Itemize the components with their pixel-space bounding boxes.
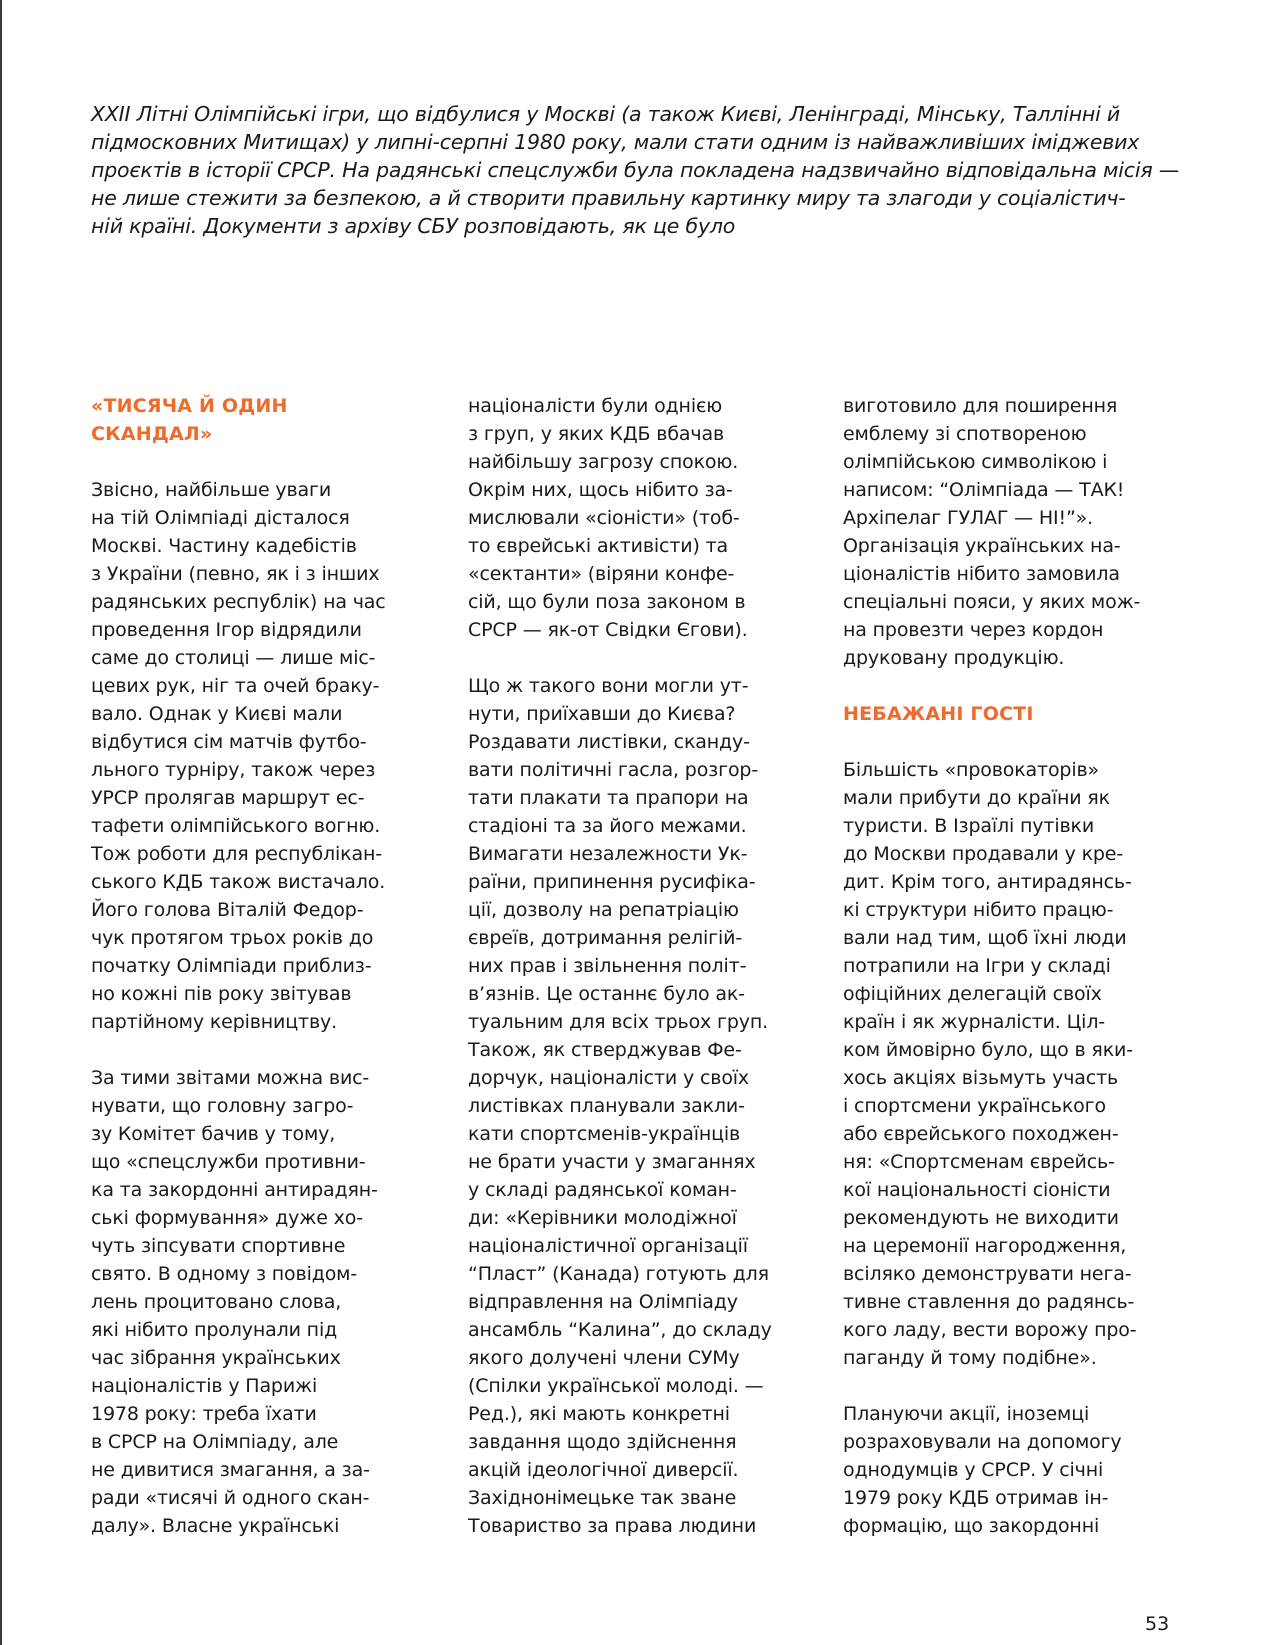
body-text-line: ради «тисячі й одного скан- (91, 1487, 370, 1509)
body-text-line: найбільшу загрозу спокою. (468, 451, 739, 473)
body-text-line: 1979 року КДБ отримав ін- (843, 1487, 1109, 1509)
body-text-line: стадіоні та за його межами. (468, 815, 747, 837)
body-text-line: з груп, у яких КДБ вбачав (468, 423, 725, 445)
body-text-line: розраховували на допомогу (843, 1431, 1122, 1453)
body-text-line: Що ж такого вони могли ут- (468, 675, 749, 697)
body-text-line: лень процитовано слова, (91, 1291, 342, 1313)
section-heading: НЕБАЖАНІ ГОСТІ (843, 703, 1034, 725)
lead-paragraph (91, 100, 1191, 240)
section-heading: «ТИСЯЧА Й ОДИН (91, 395, 288, 417)
body-text-line: 1978 року: треба їхати (91, 1403, 317, 1425)
body-text-line: За тими звітами можна вис- (91, 1067, 370, 1089)
body-text-line: но кожні пів року звітував (91, 983, 352, 1005)
body-text-line: зу Комітет бачив у тому, (91, 1123, 336, 1145)
body-text-line: чук протягом трьох років до (91, 927, 374, 949)
body-text-line: ції, дозволу на репатріацію (468, 899, 739, 921)
body-text-line: відправлення на Олімпіаду (468, 1291, 738, 1313)
body-text-line: на провезти через кордон (843, 619, 1104, 641)
body-text-line: партійному керівництву. (91, 1011, 337, 1033)
body-text-line: радянських республік) на час (91, 591, 386, 613)
body-text-line: вало. Однак у Києві мали (91, 703, 343, 725)
body-text-line: Роздавати листівки, сканду- (468, 731, 750, 753)
body-text-line: Також, як стверджував Фе- (468, 1039, 742, 1061)
body-text-line: дит. Крім того, антирадянсь- (843, 871, 1132, 893)
paragraph-gap (843, 672, 1140, 700)
body-text-line: Плануючи акції, іноземці (843, 1403, 1090, 1425)
article-column-3 (843, 392, 1140, 1540)
body-text-line: час зібрання українських (91, 1347, 341, 1369)
body-text-line: Москві. Частину кадебістів (91, 535, 357, 557)
body-text-line: ські формування» дуже хо- (91, 1207, 363, 1229)
lead-line: XXII Літні Олімпійські ігри, що відбулися у Москві (а також Києві, Ленінграді, Мінську, Таллінні й (91, 102, 1121, 126)
body-text-line: цевих рук, ніг та очей браку- (91, 675, 380, 697)
body-text-line: кої національності сіоністи (843, 1179, 1111, 1201)
paragraph-gap (843, 1372, 1140, 1400)
body-text-line: всіляко демонструвати нега- (843, 1263, 1132, 1285)
body-text-line: або єврейського походжен- (843, 1123, 1119, 1145)
body-text-line: однодумців у СРСР. У січні (843, 1459, 1104, 1481)
body-text-line: якого долучені члени СУМу (468, 1347, 740, 1369)
body-text-line: в СРСР на Олімпіаду, але (91, 1431, 339, 1453)
body-text-line: мали прибути до країни як (843, 787, 1110, 809)
section-heading: СКАНДАЛ» (91, 423, 213, 445)
body-text-line: написом: “Олімпіада — ТАК! (843, 479, 1125, 501)
body-text-line: офіційних делегацій своїх (843, 983, 1102, 1005)
body-text-line: Тож роботи для республікан- (91, 843, 382, 865)
body-text-line: «сектанти» (віряни конфе- (468, 563, 735, 585)
lead-line: не лише стежити за безпекою, а й створити правильну картинку миру та злагоди у соціалістич- (91, 186, 1126, 210)
body-text-line: вати політичні гасла, розгор- (468, 759, 759, 781)
body-text-line: нути, приїхавши до Києва? (468, 703, 736, 725)
body-text-line: Організація українських на- (843, 535, 1121, 557)
body-text-line: націоналістів у Парижі (91, 1375, 318, 1397)
body-text-line: ком ймовірно було, що в яки- (843, 1039, 1133, 1061)
body-text-line: льного турніру, також через (91, 759, 376, 781)
body-text-line: з України (певно, як і з інших (91, 563, 380, 585)
page-number: 53 (1145, 1613, 1170, 1635)
body-text-line: акцій ідеологічної диверсії. (468, 1459, 739, 1481)
body-text-line: виготовило для поширення (843, 395, 1118, 417)
body-text-line: Вимагати незалежности Ук- (468, 843, 748, 865)
body-text-line: туальним для всіх трьох груп. (468, 1011, 769, 1033)
body-text-line: на церемонії нагородження, (843, 1235, 1127, 1257)
body-text-line: що «спецслужби противни- (91, 1151, 366, 1173)
body-text-line: далу». Власне українські (91, 1515, 340, 1537)
page-edge-rule (0, 0, 2, 1645)
body-text-line: туристи. В Ізраїлі путівки (843, 815, 1095, 837)
body-text-line: націоналістичної організації (468, 1235, 748, 1257)
paragraph-gap (843, 728, 1140, 756)
body-text-line: які нібито пролунали під (91, 1319, 338, 1341)
body-text-line: ансамбль “Калина”, до складу (468, 1319, 772, 1341)
body-text-line: (Спілки української молоді. — (468, 1375, 764, 1397)
body-text-line: на тій Олімпіаді дісталося (91, 507, 350, 529)
body-text-line: кати спортсменів-українців (468, 1123, 741, 1145)
body-text-line: раїни, припинення русифіка- (468, 871, 756, 893)
body-text-line: націоналісти були однією (468, 395, 723, 417)
body-text-line: початку Олімпіади приблиз- (91, 955, 372, 977)
body-text-line: відбутися сім матчів футбо- (91, 731, 367, 753)
body-text-line: вали над тим, щоб їхні люди (843, 927, 1127, 949)
body-text-line: не брати участи у змаганнях (468, 1151, 756, 1173)
body-text-line: до Москви продавали у кре- (843, 843, 1124, 865)
body-text-line: саме до столиці — лише міс- (91, 647, 376, 669)
body-text-line: рекомендують не виходити (843, 1207, 1119, 1229)
body-text-line: Більшість «провокаторів» (843, 759, 1099, 781)
body-text-line: ка та закордонні антирадян- (91, 1179, 378, 1201)
lead-line: ній країні. Документи з архіву СБУ розповідають, як це було (91, 214, 736, 238)
body-text-line: євреїв, дотримання релігій- (468, 927, 743, 949)
lead-line: підмосковних Митищах) у липні-серпні 1980 року, мали стати одним із найважливіших іміджевих (91, 130, 1140, 154)
body-text-line: сій, що були поза законом в (468, 591, 746, 613)
body-text-line: потрапили на Ігри у складі (843, 955, 1111, 977)
body-text-line: Звісно, найбільше уваги (91, 479, 332, 501)
body-text-line: листівках планували закли- (468, 1095, 745, 1117)
body-text-line: емблему зі спотвореною (843, 423, 1087, 445)
body-text-line: спеціальні пояси, у яких мож- (843, 591, 1141, 613)
article-column-2 (468, 392, 772, 1540)
paragraph-gap (468, 644, 772, 672)
body-text-line: СРСР — як-от Свідки Єгови). (468, 619, 748, 641)
body-text-line: кі структури нібито працю- (843, 899, 1114, 921)
body-text-line: ського КДБ також вистачало. (91, 871, 386, 893)
body-text-line: країн і як журналісти. Ціл- (843, 1011, 1106, 1033)
body-text-line: формацію, що закордонні (843, 1515, 1100, 1537)
body-text-line: друковану продукцію. (843, 647, 1065, 669)
body-text-line: дорчук, націоналісти у своїх (468, 1067, 750, 1089)
body-text-line: ня: «Спортсменам єврейсь- (843, 1151, 1115, 1173)
body-text-line: завдання щодо здійснення (468, 1431, 737, 1453)
body-text-line: Ред.), які мають конкретні (468, 1403, 730, 1425)
body-text-line: Західнонімецьке так зване (468, 1487, 737, 1509)
body-text-line: кого ладу, вести ворожу про- (843, 1319, 1137, 1341)
body-text-line: Окрім них, щось нібито за- (468, 479, 733, 501)
body-text-line: тати плакати та прапори на (468, 787, 749, 809)
article-column-1 (91, 392, 386, 1540)
body-text-line: тафети олімпійського вогню. (91, 815, 381, 837)
body-text-line: олімпійською символікою і (843, 451, 1108, 473)
paragraph-gap (91, 448, 386, 476)
body-text-line: ди: «Керівники молодіжної (468, 1207, 737, 1229)
body-text-line: в’язнів. Це останнє було ак- (468, 983, 745, 1005)
body-text-line: ціоналістів нібито замовила (843, 563, 1120, 585)
body-text-line: тивне ставлення до радянсь- (843, 1291, 1135, 1313)
lead-line: проєктів в історії СРСР. На радянські спецслужби була покладена надзвичайно відповідальна місія — (91, 158, 1180, 182)
body-text-line: мислювали «сіоністи» (тоб- (468, 507, 740, 529)
body-text-line: у складі радянської коман- (468, 1179, 737, 1201)
body-text-line: хось акціях візьмуть участь (843, 1067, 1119, 1089)
body-text-line: “Пласт” (Канада) готують для (468, 1263, 769, 1285)
body-text-line: паганду й тому подібне». (843, 1347, 1097, 1369)
body-text-line: них прав і звільнення політ- (468, 955, 747, 977)
body-text-line: чуть зіпсувати спортивне (91, 1235, 346, 1257)
body-text-line: УРСР пролягав маршрут ес- (91, 787, 365, 809)
body-text-line: Товариство за права людини (468, 1515, 757, 1537)
body-text-line: свято. В одному з повідом- (91, 1263, 358, 1285)
body-text-line: не дивитися змагання, а за- (91, 1459, 370, 1481)
body-text-line: і спортсмени українського (843, 1095, 1106, 1117)
paragraph-gap (91, 1036, 386, 1064)
body-text-line: Його голова Віталій Федор- (91, 899, 364, 921)
body-text-line: нувати, що головну загро- (91, 1095, 354, 1117)
body-text-line: то єврейські активісти) та (468, 535, 729, 557)
body-text-line: проведення Ігор відрядили (91, 619, 362, 641)
body-text-line: Архіпелаг ГУЛАГ — НІ!”». (843, 507, 1094, 529)
